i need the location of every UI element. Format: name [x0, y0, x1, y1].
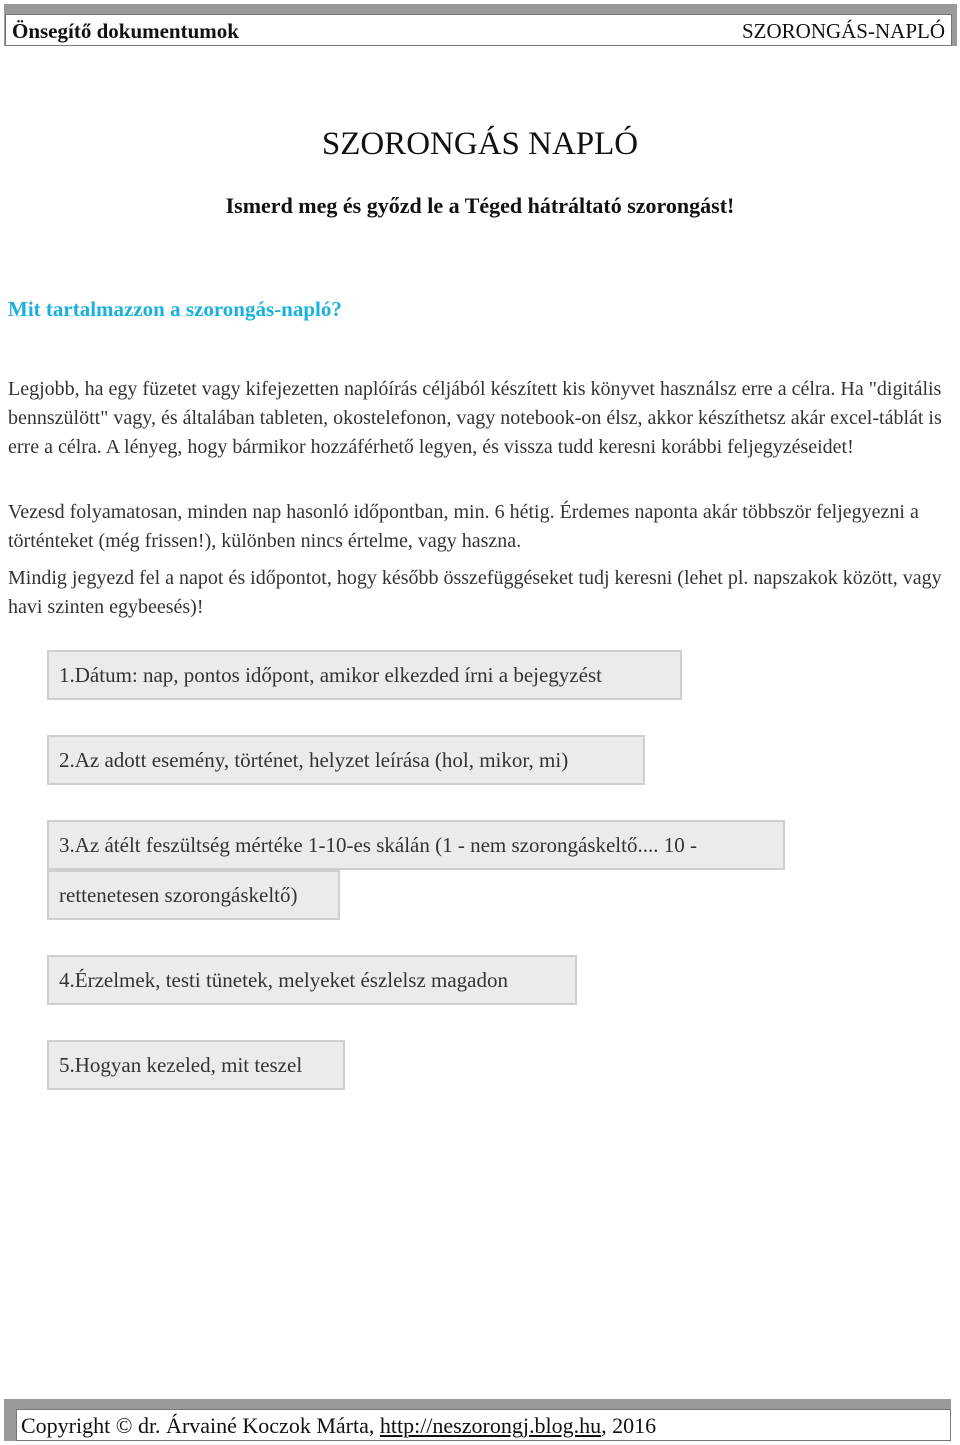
header-document-title: SZORONGÁS-NAPLÓ	[741, 19, 945, 43]
list-item-emotions: 4.Érzelmek, testi tünetek, melyeket észlelsz magadon	[47, 955, 577, 1005]
page-title: SZORONGÁS NAPLÓ	[321, 126, 639, 162]
copyright-prefix: Copyright © dr. Árvainé Koczok Márta,	[21, 1413, 380, 1438]
list-item-date: 1.Dátum: nap, pontos időpont, amikor elkezded írni a bejegyzést	[47, 650, 682, 700]
page-header	[4, 4, 957, 46]
copyright-year: , 2016	[601, 1413, 657, 1438]
header-document-category: Önsegítő dokumentumok	[12, 19, 239, 43]
page-header-box	[5, 14, 952, 46]
paragraph-frequency: Vezesd folyamatosan, minden nap hasonló időpontban, min. 6 hétig. Érdemes naponta akár többször feljegyezni a történteket (még frissen!), különben nincs értelme, vagy haszna.	[8, 501, 919, 552]
paragraph-date-time: Mindig jegyezd fel a napot és időpontot, hogy később összefüggéseket tudj keresni (lehet pl. napszakok között, vagy havi szinten egybeesés)!	[8, 567, 942, 618]
list-item-coping: 5.Hogyan kezeled, mit teszel	[47, 1040, 345, 1090]
blog-link[interactable]: http://neszorongj.blog.hu	[379, 1413, 602, 1438]
section-heading: Mit tartalmazzon a szorongás-napló?	[8, 297, 342, 321]
list-item-event: 2.Az adott esemény, történet, helyzet leírása (hol, mikor, mi)	[47, 735, 645, 785]
list-item-tension-scale: 3.Az átélt feszültség mértéke 1-10-es skálán (1 - nem szorongáskeltő.... 10 -	[47, 820, 785, 870]
page-footer	[4, 1399, 951, 1441]
list-item-tension-scale-continued: rettenetesen szorongáskeltő)	[47, 870, 340, 920]
page-subtitle: Ismerd meg és győzd le a Téged hátráltató szorongást!	[225, 193, 735, 218]
copyright-text	[21, 1413, 656, 1439]
page-footer-box	[16, 1409, 951, 1441]
paragraph-notebook: Legjobb, ha egy füzetet vagy kifejezetten naplóírás céljából készített kis könyvet használsz erre a célra. Ha "digitális bennszülött" vagy, és általában tableten, okostelefonon, vagy notebook-on élsz, akkor készíthetsz akár excel-táblát is erre a célra. A lényeg, hogy bármikor hozzáférhető legyen, és vissza tudd keresni korábbi feljegyzéseidet!	[8, 378, 942, 458]
